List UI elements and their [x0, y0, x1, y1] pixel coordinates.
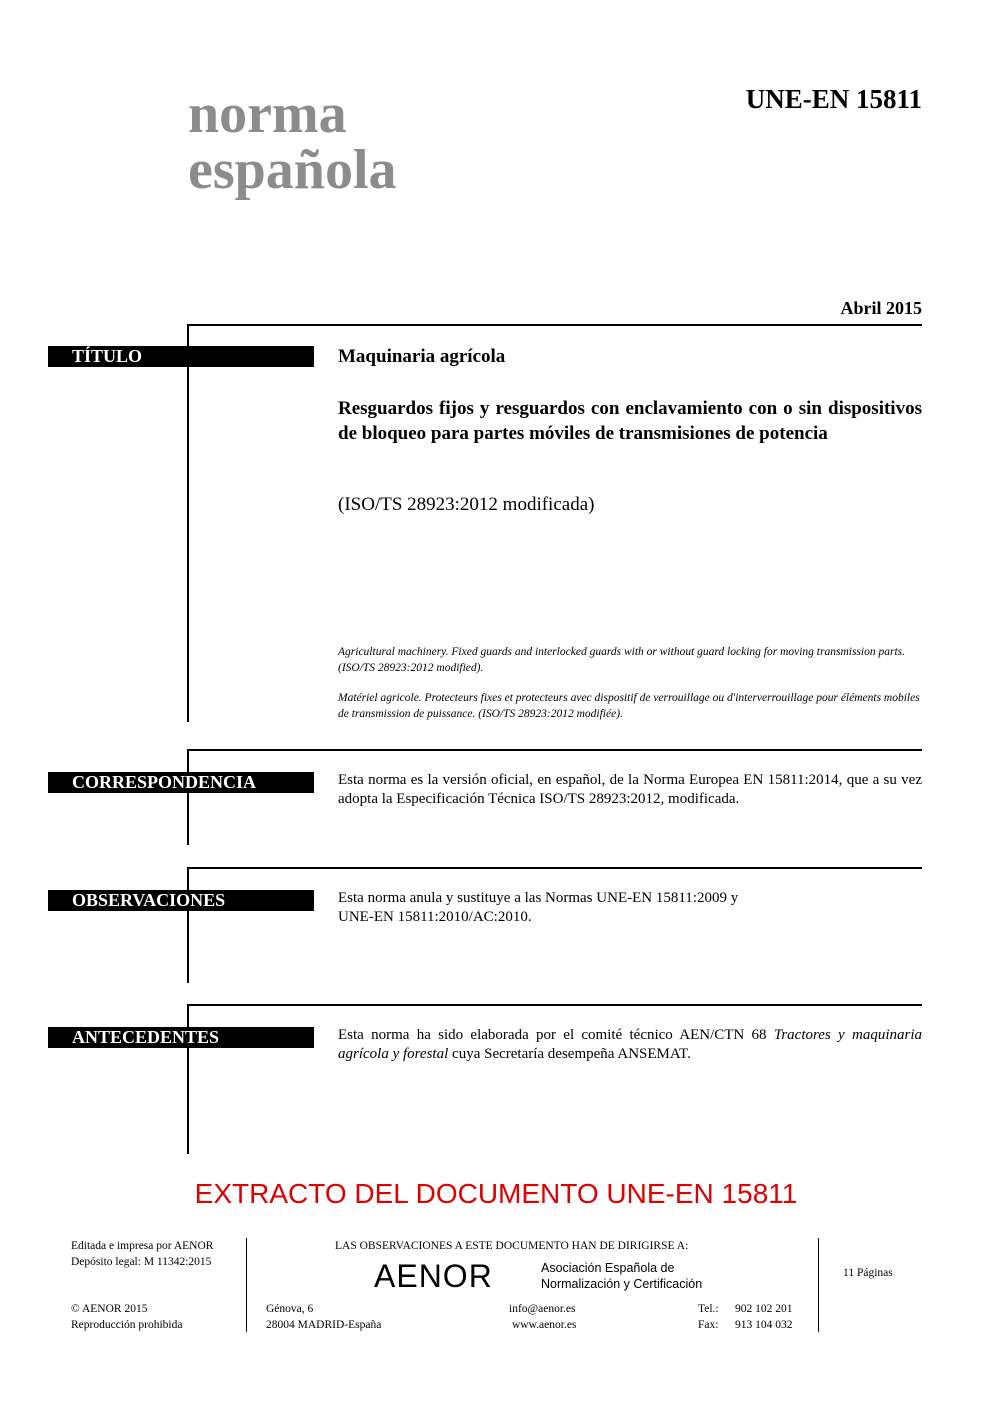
footer-address-1: Génova, 6	[266, 1303, 314, 1315]
extract-watermark: EXTRACTO DEL DOCUMENTO UNE-EN 15811	[194, 1178, 798, 1209]
publication-date: Abril 2015	[840, 298, 922, 318]
brand-line-1: norma	[188, 83, 347, 145]
footer-reproduction: Reproducción prohibida	[71, 1319, 183, 1331]
title-subtitle: Resguardos fijos y resguardos con enclavamiento con o sin dispositivos de bloqueo para partes móviles de transmisiones de potencia	[338, 398, 922, 444]
label-antecedentes: ANTECEDENTES	[48, 1027, 314, 1048]
footer-divider-left	[246, 1238, 247, 1332]
aenor-org-line-1: Asociación Española de	[541, 1261, 675, 1275]
antecedentes-text	[338, 1026, 922, 1064]
footer-observations-notice: LAS OBSERVACIONES A ESTE DOCUMENTO HAN DE DIRIGIRSE A:	[335, 1240, 689, 1252]
observaciones-line-1: Esta norma anula y sustituye a las Normas UNE-EN 15811:2009 y	[338, 890, 739, 906]
footer-divider-right	[818, 1238, 819, 1332]
footer-page-count: 11 Páginas	[843, 1267, 893, 1279]
section-vline-titulo	[187, 324, 189, 722]
aenor-organization-name	[541, 1260, 702, 1292]
footer-tel-label: Tel.:	[698, 1303, 719, 1315]
section-divider-observaciones	[188, 867, 922, 869]
title-english: Agricultural machinery. Fixed guards and interlocked guards with or without guard locking for moving transmission parts. (ISO/TS 28923:2012 modified).	[338, 646, 905, 674]
section-divider-titulo	[188, 324, 922, 326]
label-titulo: TÍTULO	[48, 346, 314, 367]
footer-fax-label: Fax:	[698, 1319, 719, 1331]
section-divider-antecedentes	[188, 1004, 922, 1006]
footer-address-2: 28004 MADRID-España	[266, 1319, 382, 1331]
antecedentes-text-before: Esta norma ha sido elaborada por el comité técnico AEN/CTN 68	[338, 1027, 774, 1043]
footer-fax: 913 104 032	[735, 1319, 793, 1331]
footer-website[interactable]: www.aenor.es	[512, 1319, 577, 1331]
label-correspondencia: CORRESPONDENCIA	[48, 772, 314, 793]
footer-copyright: © AENOR 2015	[71, 1303, 148, 1315]
standard-code: UNE-EN 15811	[745, 84, 922, 114]
footer-tel: 902 102 201	[735, 1303, 793, 1315]
title-iso-reference: (ISO/TS 28923:2012 modificada)	[338, 494, 595, 515]
section-divider-correspondencia	[188, 749, 922, 751]
antecedentes-committee-name: Tractores y maquinaria agrícola y forestal	[338, 1027, 922, 1062]
footer-edited: Editada e impresa por AENOR	[71, 1240, 214, 1252]
title-french: Matériel agricole. Protecteurs fixes et protecteurs avec dispositif de verrouillage ou d'interverrouillage pour éléments mobiles de transmission de puissance. (ISO/TS 28923:2012 modifiée).	[338, 692, 920, 720]
label-observaciones: OBSERVACIONES	[48, 890, 314, 911]
title-main: Maquinaria agrícola	[338, 346, 506, 367]
antecedentes-text-after: cuya Secretaría desempeña ANSEMAT.	[448, 1046, 691, 1062]
section-vline-correspondencia	[187, 749, 189, 845]
aenor-logo: AENOR	[374, 1258, 493, 1294]
aenor-org-line-2: Normalización y Certificación	[541, 1277, 703, 1291]
observaciones-line-2: UNE-EN 15811:2010/AC:2010.	[338, 909, 532, 925]
footer-deposit: Depósito legal: M 11342:2015	[71, 1256, 212, 1268]
section-vline-observaciones	[187, 867, 189, 983]
footer-email[interactable]: info@aenor.es	[509, 1303, 576, 1315]
correspondencia-text: Esta norma es la versión oficial, en español, de la Norma Europea EN 15811:2014, que a su vez adopta la Especificación Técnica ISO/TS 28923:2012, modificada.	[338, 772, 922, 807]
brand-line-2: española	[188, 139, 397, 201]
